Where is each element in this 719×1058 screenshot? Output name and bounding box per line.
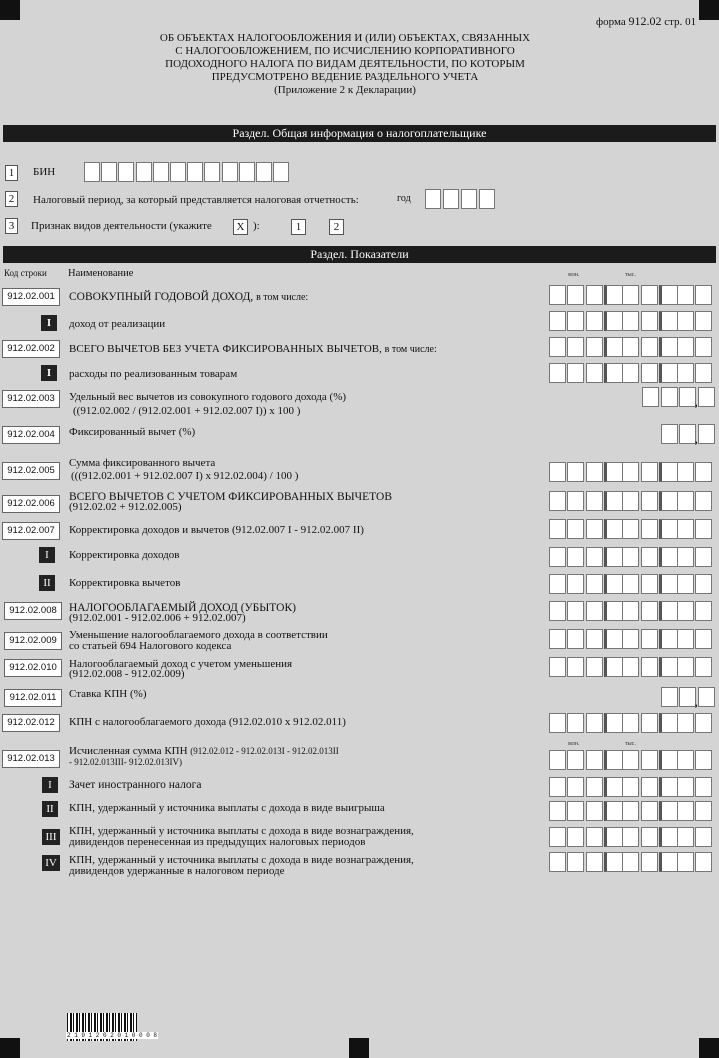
corner-marker-bottom-center <box>349 1038 369 1058</box>
amount-cell[interactable] <box>659 285 678 305</box>
amount-cell[interactable] <box>677 311 694 331</box>
bin-cell[interactable] <box>101 162 117 182</box>
amount-cell[interactable] <box>659 491 678 511</box>
amount-cell[interactable] <box>586 311 603 331</box>
amount-cell[interactable] <box>677 801 694 821</box>
amount-cell[interactable] <box>567 285 584 305</box>
amount-cell[interactable] <box>622 852 639 872</box>
amount-cell[interactable] <box>695 519 712 539</box>
amount-cell[interactable] <box>604 547 623 567</box>
activity-type-close: ): <box>253 220 260 232</box>
section-indicators-header: Раздел. Показатели <box>3 246 716 263</box>
amount-cell[interactable] <box>659 574 678 594</box>
amount-cell[interactable] <box>659 519 678 539</box>
row-roman-001-i: I <box>41 315 57 331</box>
amount-cell[interactable] <box>677 750 694 770</box>
amount-cell[interactable] <box>549 462 566 482</box>
amount-cell[interactable] <box>641 750 658 770</box>
amount-cell[interactable] <box>622 285 639 305</box>
amount-cell[interactable] <box>586 337 603 357</box>
amount-cell[interactable] <box>586 462 603 482</box>
unit-thousand: тыс. <box>625 272 636 278</box>
year-cell[interactable] <box>479 189 495 209</box>
amount-cell[interactable] <box>549 519 566 539</box>
row-roman-013-iii: III <box>42 829 60 845</box>
amount-cell[interactable] <box>659 713 678 733</box>
column-name-header: Наименование <box>68 268 134 279</box>
row-label-013: Исчисленная сумма КПН (912.02.012 - 912.02.013I - 912.02.013II - 912.02.013III- 912.02.013IV) <box>69 745 339 767</box>
amount-cell[interactable] <box>695 629 712 649</box>
amount-cell[interactable] <box>659 601 678 621</box>
amount-cell[interactable] <box>659 547 678 567</box>
amount-cell[interactable] <box>659 363 678 383</box>
amount-cell[interactable] <box>622 827 639 847</box>
amount-cell[interactable] <box>677 601 694 621</box>
row-label-008: НАЛОГООБЛАГАЕМЫЙ ДОХОД (УБЫТОК) (912.02.001 - 912.02.006 + 912.02.007) <box>69 602 296 624</box>
amount-cell[interactable] <box>604 311 623 331</box>
amount-cell[interactable] <box>695 363 712 383</box>
field-number-1: 1 <box>5 165 18 181</box>
amount-cell[interactable] <box>641 777 658 797</box>
row-label-011: Ставка КПН (%) <box>69 688 147 700</box>
percent-cell[interactable] <box>661 424 678 444</box>
amount-cell[interactable] <box>641 491 658 511</box>
amount-cell[interactable] <box>586 629 603 649</box>
amount-cell[interactable] <box>567 750 584 770</box>
percent-cell[interactable] <box>661 387 678 407</box>
amount-cell[interactable] <box>604 285 623 305</box>
row-label-010: Налогооблагаемый доход с учетом уменьшения (912.02.008 - 912.02.009) <box>69 658 293 680</box>
bin-cell[interactable] <box>256 162 272 182</box>
decimal-comma: , <box>694 432 698 447</box>
amount-cell[interactable] <box>641 657 658 677</box>
amount-cell[interactable] <box>622 713 639 733</box>
amount-cell[interactable] <box>549 491 566 511</box>
amount-cell[interactable] <box>586 519 603 539</box>
row-code-013: 912.02.013 <box>2 750 60 768</box>
amount-cell[interactable] <box>567 629 584 649</box>
amount-cell[interactable] <box>677 519 694 539</box>
row-code-002: 912.02.002 <box>2 340 60 358</box>
amount-cell[interactable] <box>677 491 694 511</box>
amount-cell[interactable] <box>567 311 584 331</box>
bin-cell[interactable] <box>187 162 203 182</box>
row-label-001-i: доход от реализации <box>69 318 166 330</box>
amount-cell[interactable] <box>695 462 712 482</box>
amount-cell[interactable] <box>622 462 639 482</box>
amount-cell[interactable] <box>586 801 603 821</box>
amount-cell[interactable] <box>604 629 623 649</box>
amount-cell[interactable] <box>586 750 603 770</box>
amount-cell[interactable] <box>622 574 639 594</box>
row-label-012: КПН с налогооблагаемого дохода (912.02.010 x 912.02.011) <box>69 716 346 728</box>
row-label-003: Удельный вес вычетов из совокупного годового дохода (%) ((912.02.002 / (912.02.001 + 912.02.007 I)) x 100 ) <box>69 391 347 417</box>
row-roman-013-iv: IV <box>42 855 60 871</box>
bin-label: БИН <box>33 166 56 178</box>
amount-cell[interactable] <box>677 337 694 357</box>
row-label-013-ii: КПН, удержанный у источника выплаты с дохода в виде выигрыша <box>69 802 385 814</box>
amount-cell[interactable] <box>549 750 566 770</box>
amount-cell[interactable] <box>567 713 584 733</box>
amount-cell[interactable] <box>604 601 623 621</box>
row-label-009: Уменьшение налогооблагаемого дохода в соответствии со статьей 694 Налогового кодекса <box>69 629 328 652</box>
amount-cell[interactable] <box>677 852 694 872</box>
row-label-007-ii: Корректировка вычетов <box>69 577 181 589</box>
row-label-013-iii: КПН, удержанный у источника выплаты с дохода в виде вознаграждения, дивидендов перенесенная из предыдущих налоговых периодов <box>69 825 414 848</box>
amount-cell[interactable] <box>604 713 623 733</box>
amount-cell[interactable] <box>586 713 603 733</box>
percent-cell[interactable] <box>661 687 678 707</box>
bin-cell[interactable] <box>136 162 152 182</box>
amount-cell[interactable] <box>641 601 658 621</box>
amount-cell[interactable] <box>622 491 639 511</box>
amount-cell[interactable] <box>586 852 603 872</box>
amount-cell[interactable] <box>549 311 566 331</box>
page-title: ОБ ОБЪЕКТАХ НАЛОГООБЛОЖЕНИЯ И (ИЛИ) ОБЪЕКТАХ, СВЯЗАННЫХ С НАЛОГООБЛОЖЕНИЕМ, ПО ИСЧИСЛЕНИЮ КОРПОРАТИВНОГО ПОДОХОДНОГО НАЛОГА ПО ВИДАМ ДЕЯТЕЛЬНОСТИ, ПО КОТОРЫМ ПРЕДУСМОТРЕНО ВЕДЕНИЕ РАЗДЕЛЬНОГО УЧЕТА (Приложение 2 к Декларации) <box>159 32 531 96</box>
amount-cell[interactable] <box>567 574 584 594</box>
amount-cell[interactable] <box>695 657 712 677</box>
percent-cell[interactable] <box>698 424 715 444</box>
amount-cell[interactable] <box>695 713 712 733</box>
row-code-005: 912.02.005 <box>2 462 60 480</box>
amount-cell[interactable] <box>677 657 694 677</box>
amount-cell[interactable] <box>641 462 658 482</box>
amount-cell[interactable] <box>659 462 678 482</box>
amount-cell[interactable] <box>586 827 603 847</box>
amount-cell[interactable] <box>604 491 623 511</box>
unit-million: млн. <box>568 272 580 278</box>
amount-cell[interactable] <box>549 713 566 733</box>
amount-cell[interactable] <box>567 657 584 677</box>
activity-type-label: Признак видов деятельности (укажите <box>31 220 212 232</box>
corner-marker-bottom-left <box>0 1038 20 1058</box>
amount-cell[interactable] <box>567 519 584 539</box>
amount-cell[interactable] <box>549 337 566 357</box>
amount-cell[interactable] <box>695 337 712 357</box>
amount-cell[interactable] <box>549 801 566 821</box>
amount-cell[interactable] <box>641 311 658 331</box>
field-number-3: 3 <box>5 218 18 234</box>
amount-cell[interactable] <box>641 827 658 847</box>
amount-cell[interactable] <box>549 547 566 567</box>
amount-cell[interactable] <box>622 657 639 677</box>
row-label-002-i: расходы по реализованным товарам <box>69 368 238 380</box>
amount-cell[interactable] <box>695 852 712 872</box>
amount-cell[interactable] <box>677 629 694 649</box>
bin-cell[interactable] <box>118 162 134 182</box>
row-code-003: 912.02.003 <box>2 390 60 408</box>
amount-cell[interactable] <box>641 519 658 539</box>
field-number-2: 2 <box>5 191 18 207</box>
bin-cell[interactable] <box>273 162 289 182</box>
amount-cell[interactable] <box>659 777 678 797</box>
amount-cell[interactable] <box>641 852 658 872</box>
amount-cell[interactable] <box>641 363 658 383</box>
amount-cell[interactable] <box>586 574 603 594</box>
amount-cell[interactable] <box>659 629 678 649</box>
barcode-text: 2 1 9 1 2 0 2 0 1 0 0 0 8 <box>67 1032 158 1039</box>
amount-cell[interactable] <box>695 601 712 621</box>
amount-cell[interactable] <box>695 827 712 847</box>
amount-cell[interactable] <box>695 491 712 511</box>
amount-cell[interactable] <box>695 574 712 594</box>
row-code-011: 912.02.011 <box>4 689 62 707</box>
amount-cell[interactable] <box>567 337 584 357</box>
amount-cell[interactable] <box>622 750 639 770</box>
row-label-007-i: Корректировка доходов <box>69 549 180 561</box>
row-label-005: Сумма фиксированного вычета (((912.02.001 + 912.02.007 I) x 912.02.004) / 100 ) <box>69 457 299 482</box>
tax-period-label: Налоговый период, за который представляется налоговая отчетность: <box>33 194 359 206</box>
amount-cell[interactable] <box>641 285 658 305</box>
bin-cell[interactable] <box>84 162 100 182</box>
amount-cell[interactable] <box>677 547 694 567</box>
amount-cell[interactable] <box>567 601 584 621</box>
row-roman-002-i: I <box>41 365 57 381</box>
percent-cell[interactable] <box>679 424 696 444</box>
amount-cell[interactable] <box>549 657 566 677</box>
amount-cell[interactable] <box>586 547 603 567</box>
amount-cell[interactable] <box>659 750 678 770</box>
year-cell[interactable] <box>443 189 459 209</box>
amount-cell[interactable] <box>622 337 639 357</box>
amount-cell[interactable] <box>622 519 639 539</box>
amount-cell[interactable] <box>695 801 712 821</box>
year-cell[interactable] <box>461 189 477 209</box>
activity-option-1[interactable]: 1 <box>291 219 306 235</box>
amount-cell[interactable] <box>549 363 566 383</box>
bin-cell[interactable] <box>153 162 169 182</box>
corner-marker-bottom-right <box>699 1038 719 1058</box>
amount-cell[interactable] <box>549 827 566 847</box>
amount-cell[interactable] <box>677 713 694 733</box>
amount-cell[interactable] <box>604 337 623 357</box>
amount-cell[interactable] <box>622 801 639 821</box>
row-label-007: Корректировка доходов и вычетов (912.02.007 I - 912.02.007 II) <box>69 524 364 536</box>
amount-cell[interactable] <box>549 852 566 872</box>
row-roman-013-ii: II <box>42 801 58 817</box>
amount-cell[interactable] <box>641 629 658 649</box>
row-code-006: 912.02.006 <box>2 495 60 513</box>
amount-cell[interactable] <box>586 285 603 305</box>
corner-marker-top-left <box>0 0 20 20</box>
percent-cell[interactable] <box>698 387 715 407</box>
amount-cell[interactable] <box>567 462 584 482</box>
corner-marker-top-right <box>699 0 719 20</box>
row-roman-007-ii: II <box>39 575 55 591</box>
amount-cell[interactable] <box>604 852 623 872</box>
bin-cell[interactable] <box>204 162 220 182</box>
row-label-001: СОВОКУПНЫЙ ГОДОВОЙ ДОХОД, в том числе: <box>69 291 309 303</box>
amount-cell[interactable] <box>622 311 639 331</box>
row-code-008: 912.02.008 <box>4 602 62 620</box>
amount-cell[interactable] <box>677 777 694 797</box>
amount-cell[interactable] <box>604 657 623 677</box>
amount-cell[interactable] <box>604 801 623 821</box>
amount-cell[interactable] <box>622 547 639 567</box>
amount-cell[interactable] <box>567 852 584 872</box>
amount-cell[interactable] <box>659 827 678 847</box>
amount-cell[interactable] <box>641 801 658 821</box>
amount-cell[interactable] <box>549 574 566 594</box>
amount-cell[interactable] <box>567 363 584 383</box>
amount-cell[interactable] <box>549 777 566 797</box>
amount-cell[interactable] <box>604 827 623 847</box>
amount-cell[interactable] <box>641 713 658 733</box>
row-label-002: ВСЕГО ВЫЧЕТОВ БЕЗ УЧЕТА ФИКСИРОВАННЫХ ВЫЧЕТОВ, в том числе: <box>69 343 437 355</box>
row-roman-013-i: I <box>42 777 58 793</box>
percent-cell[interactable] <box>698 687 715 707</box>
column-code-header: Код строки <box>4 268 47 278</box>
amount-cell[interactable] <box>677 574 694 594</box>
amount-cell[interactable] <box>604 750 623 770</box>
activity-type-mark[interactable]: X <box>233 219 248 235</box>
amount-cell[interactable] <box>567 827 584 847</box>
row-code-010: 912.02.010 <box>4 659 62 677</box>
section-general-header: Раздел. Общая информация о налогоплательщике <box>3 125 716 142</box>
amount-cell[interactable] <box>549 601 566 621</box>
amount-cell[interactable] <box>695 750 712 770</box>
bin-cell[interactable] <box>170 162 186 182</box>
amount-cell[interactable] <box>586 363 603 383</box>
amount-cell[interactable] <box>695 547 712 567</box>
amount-cell[interactable] <box>567 777 584 797</box>
row-code-009: 912.02.009 <box>4 632 62 650</box>
row-code-012: 912.02.012 <box>2 714 60 732</box>
amount-cell[interactable] <box>659 657 678 677</box>
amount-cell[interactable] <box>641 337 658 357</box>
amount-cell[interactable] <box>586 491 603 511</box>
decimal-comma: , <box>694 395 698 410</box>
amount-cell[interactable] <box>567 801 584 821</box>
amount-cell[interactable] <box>677 285 694 305</box>
amount-cell[interactable] <box>622 777 639 797</box>
row-label-006: ВСЕГО ВЫЧЕТОВ С УЧЕТОМ ФИКСИРОВАННЫХ ВЫЧЕТОВ (912.02.02 + 912.02.005) <box>69 491 392 513</box>
row-label-004: Фиксированный вычет (%) <box>69 426 196 438</box>
unit-million-2: млн. <box>568 741 580 747</box>
unit-thousand-2: тыс. <box>625 741 636 747</box>
amount-cell[interactable] <box>567 547 584 567</box>
amount-cell[interactable] <box>622 629 639 649</box>
year-cell[interactable] <box>425 189 441 209</box>
bin-cell[interactable] <box>222 162 238 182</box>
amount-cell[interactable] <box>659 311 678 331</box>
amount-cell[interactable] <box>586 601 603 621</box>
row-label-013-i: Зачет иностранного налога <box>69 779 202 791</box>
amount-cell[interactable] <box>604 462 623 482</box>
amount-cell[interactable] <box>549 629 566 649</box>
amount-cell[interactable] <box>677 363 694 383</box>
bin-cell[interactable] <box>239 162 255 182</box>
amount-cell[interactable] <box>622 363 639 383</box>
amount-cell[interactable] <box>549 285 566 305</box>
row-code-004: 912.02.004 <box>2 426 60 444</box>
row-roman-007-i: I <box>39 547 55 563</box>
amount-cell[interactable] <box>695 311 712 331</box>
amount-cell[interactable] <box>641 547 658 567</box>
amount-cell[interactable] <box>622 601 639 621</box>
form-number: форма 912.02 стр. 01 <box>596 14 697 28</box>
activity-option-2[interactable]: 2 <box>329 219 344 235</box>
amount-cell[interactable] <box>604 574 623 594</box>
amount-cell[interactable] <box>604 519 623 539</box>
amount-cell[interactable] <box>677 462 694 482</box>
percent-cell[interactable] <box>679 687 696 707</box>
year-label: год <box>397 193 411 204</box>
amount-cell[interactable] <box>586 777 603 797</box>
amount-cell[interactable] <box>659 337 678 357</box>
percent-cell[interactable] <box>642 387 659 407</box>
amount-cell[interactable] <box>695 285 712 305</box>
row-code-007: 912.02.007 <box>2 522 60 540</box>
amount-cell[interactable] <box>604 777 623 797</box>
amount-cell[interactable] <box>604 363 623 383</box>
row-code-001: 912.02.001 <box>2 288 60 306</box>
amount-cell[interactable] <box>567 491 584 511</box>
amount-cell[interactable] <box>659 852 678 872</box>
amount-cell[interactable] <box>677 827 694 847</box>
amount-cell[interactable] <box>641 574 658 594</box>
decimal-comma: , <box>694 695 698 710</box>
percent-cell[interactable] <box>679 387 696 407</box>
amount-cell[interactable] <box>586 657 603 677</box>
amount-cell[interactable] <box>659 801 678 821</box>
row-label-013-iv: КПН, удержанный у источника выплаты с дохода в виде вознаграждения, дивидендов удержанные в налоговом периоде <box>69 854 414 877</box>
amount-cell[interactable] <box>695 777 712 797</box>
